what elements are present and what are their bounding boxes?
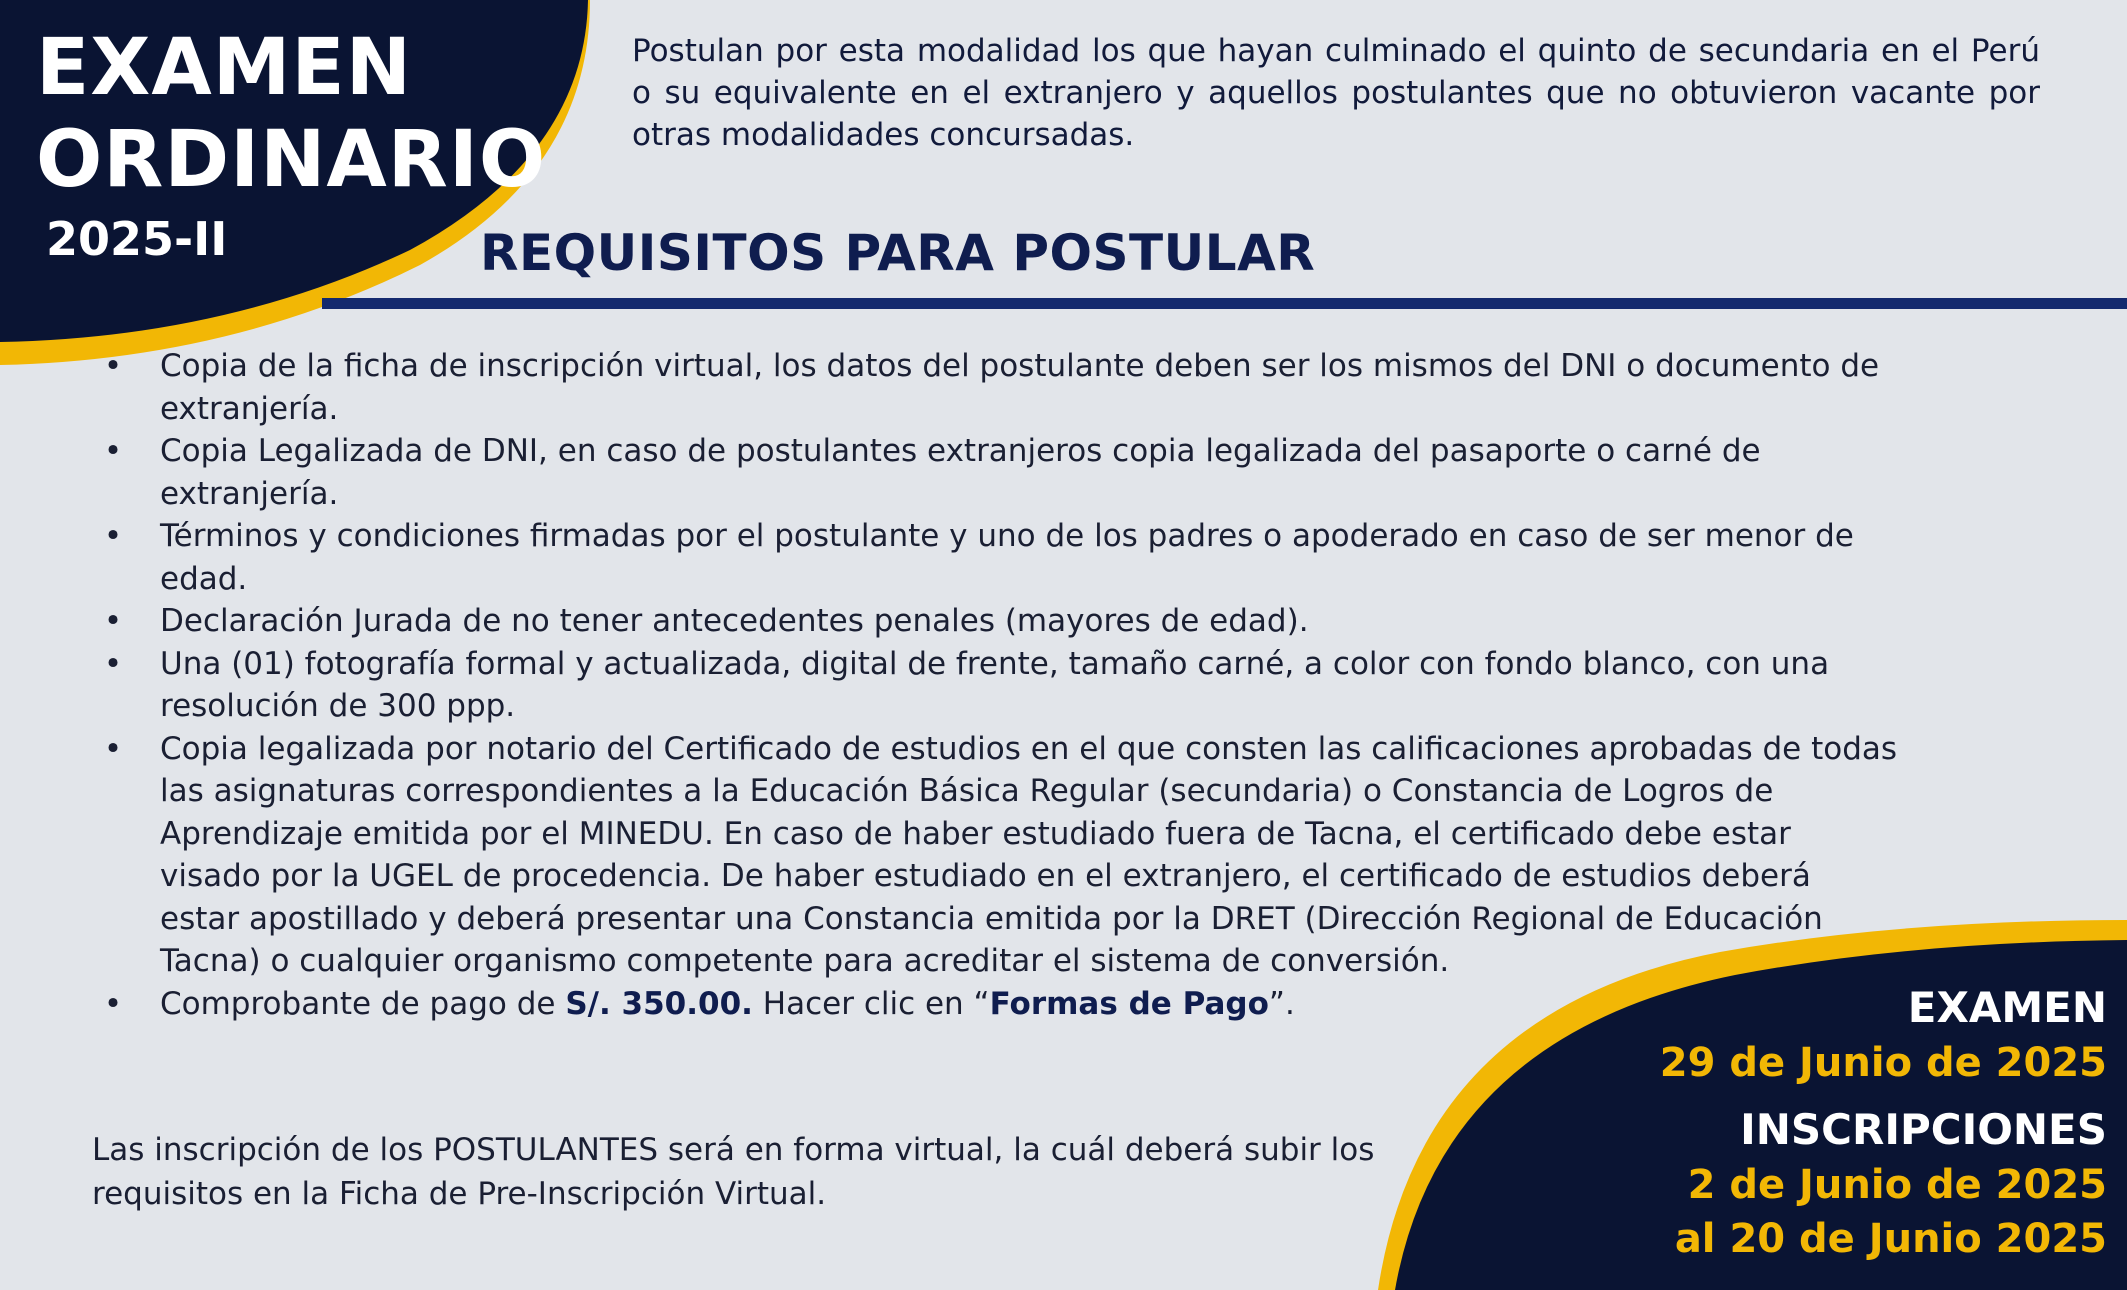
requirement-item [98, 430, 1898, 515]
requirement-text: Declaración Jurada de no tener antecedentes penales (mayores de edad). [160, 603, 1309, 639]
exam-label: EXAMEN [1907, 983, 2107, 1032]
requirement-item [98, 600, 1898, 643]
requirement-item [98, 345, 1898, 430]
bullet-icon: • [103, 645, 123, 682]
bullet-icon: • [103, 985, 123, 1022]
dates-panel [1660, 980, 2107, 1266]
requirements-title: REQUISITOS PARA POSTULAR [480, 224, 1316, 282]
payment-middle: Hacer clic en “ [752, 985, 990, 1022]
payment-methods-link[interactable]: Formas de Pago [989, 985, 1269, 1022]
intro-paragraph: Postulan por esta modalidad los que hayan culminado el quinto de secundaria en el Perú o su equivalente en el extranjero y aquellos postulantes que no obtuvieron vacante por otras modalidades concursadas. [632, 33, 2040, 153]
requirement-item [98, 515, 1898, 600]
badge-title-line1: EXAMEN [36, 23, 412, 113]
exam-badge [36, 22, 546, 266]
requirements-list [98, 345, 1898, 1025]
requirement-text: Copia de la ficha de inscripción virtual, los datos del postulante deben ser los mismos del DNI o documento de extranjería. [160, 348, 1880, 427]
registration-label: INSCRIPCIONES [1740, 1105, 2107, 1154]
requirement-text: Una (01) fotografía formal y actualizada, digital de frente, tamaño carné, a color con fondo blanco, con una resolución de 300 ppp. [160, 645, 1830, 724]
requirement-text: Copia legalizada por notario del Certificado de estudios en el que consten las calificaciones aprobadas de todas las asignaturas correspondientes a la Educación Básica Regular (secundaria) o Constancia de Logros de Aprendizaje emitida por el MINEDU. En caso de haber estudiado fuera de Tacna, el certificado debe estar visado por la UGEL de procedencia. De haber estudiado en el extranjero, el certificado de estudios deberá estar apostillado y deberá presentar una Constancia emitida por la DRET (Dirección Regional de Educación Tacna) o cualquier organismo competente para acreditar el sistema de conversión. [160, 730, 1898, 979]
requirement-item [98, 728, 1898, 983]
requirement-item-payment [98, 983, 1898, 1026]
exam-date: 29 de Junio de 2025 [1659, 1040, 2107, 1086]
registration-start-date: 2 de Junio de 2025 [1687, 1162, 2107, 1208]
badge-year: 2025-II [46, 212, 228, 266]
registration-note: Las inscripción de los POSTULANTES será en forma virtual, la cuál deberá subir los requisitos en la Ficha de Pre-Inscripción Virtual. [92, 1132, 1375, 1212]
bullet-icon: • [103, 730, 123, 767]
payment-suffix: ”. [1268, 985, 1295, 1022]
bullet-icon: • [103, 603, 123, 639]
title-underline [322, 298, 2127, 309]
bullet-icon: • [103, 433, 123, 469]
requirement-item [98, 643, 1898, 728]
payment-prefix: Comprobante de pago de [160, 985, 566, 1022]
bullet-icon: • [103, 348, 123, 384]
registration-end-date: al 20 de Junio 2025 [1674, 1216, 2107, 1262]
bullet-icon: • [103, 518, 123, 554]
payment-amount: S/. 350.00. [565, 985, 753, 1022]
requirement-text: Copia Legalizada de DNI, en caso de postulantes extranjeros copia legalizada del pasaporte o carné de extranjería. [160, 433, 1761, 512]
badge-title-line2: ORDINARIO [36, 115, 547, 205]
requirement-text: Términos y condiciones firmadas por el postulante y uno de los padres o apoderado en caso de ser menor de edad. [160, 518, 1854, 597]
